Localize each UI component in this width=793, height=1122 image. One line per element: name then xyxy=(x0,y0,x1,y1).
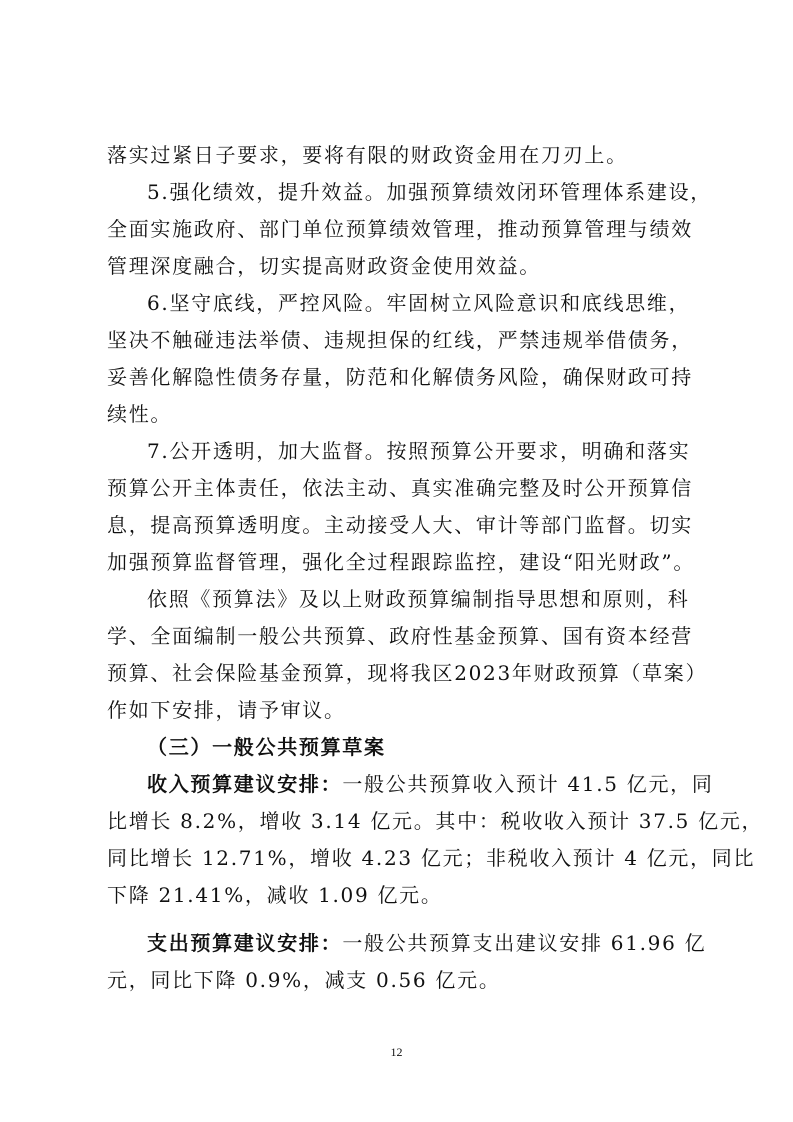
body-text-line: 妥善化解隐性债务存量，防范和化解债务风险，确保财政可持 xyxy=(107,365,693,389)
page-number: 12 xyxy=(390,1045,403,1059)
revenue-label: 收入预算建议安排： xyxy=(147,772,343,796)
body-text-line: 预算、社会保险基金预算，现将我区2023年财政预算（草案） xyxy=(107,661,708,685)
revenue-text: 一般公共预算收入预计 41.5 亿元，同 xyxy=(342,772,714,796)
body-text-line: 预算公开主体责任，依法主动、真实准确完整及时公开预算信 xyxy=(107,476,693,500)
expenditure-text: 一般公共预算支出建议安排 61.96 亿 xyxy=(342,931,707,955)
expenditure-text: 元，同比下降 0.9%，减支 0.56 亿元。 xyxy=(107,968,501,992)
body-text-line: 依照《预算法》及以上财政预算编制指导思想和原则，科 xyxy=(147,587,690,611)
body-text-line: 管理深度融合，切实提高财政资金使用效益。 xyxy=(107,254,541,278)
revenue-paragraph-line xyxy=(147,772,714,796)
body-text-line: 加强预算监督管理，强化全过程跟踪监控，建设“阳光财政”。 xyxy=(107,550,696,574)
body-text-line: 全面实施政府、部门单位预算绩效管理，推动预算管理与绩效 xyxy=(107,217,693,241)
revenue-text: 同比增长 12.71%，增收 4.23 亿元；非税收入预计 4 亿元，同比 xyxy=(107,846,756,870)
body-text-line: 续性。 xyxy=(107,402,173,426)
section-heading: （三）一般公共预算草案 xyxy=(147,735,386,759)
body-text-line: 7.公开透明，加大监督。按照预算公开要求，明确和落实 xyxy=(147,439,691,463)
expenditure-paragraph-line xyxy=(147,931,707,955)
body-text-line: 落实过紧日子要求，要将有限的财政资金用在刀刃上。 xyxy=(107,143,628,167)
body-text-line: 学、全面编制一般公共预算、政府性基金预算、国有资本经营 xyxy=(107,624,693,648)
body-text-line: 6.坚守底线，严控风险。牢固树立风险意识和底线思维， xyxy=(147,291,691,315)
revenue-text: 下降 21.41%，减收 1.09 亿元。 xyxy=(107,883,443,907)
revenue-text: 比增长 8.2%，增收 3.14 亿元。其中：税收收入预计 37.5 亿元， xyxy=(107,809,764,833)
expenditure-label: 支出预算建议安排： xyxy=(147,931,343,955)
body-text-line: 息，提高预算透明度。主动接受人大、审计等部门监督。切实 xyxy=(107,513,693,537)
body-text-line: 5.强化绩效，提升效益。加强预算绩效闭环管理体系建设， xyxy=(147,180,712,204)
body-text-line: 坚决不触碰违法举债、违规担保的红线，严禁违规举借债务， xyxy=(107,328,693,352)
body-text-line: 作如下安排，请予审议。 xyxy=(107,698,346,722)
